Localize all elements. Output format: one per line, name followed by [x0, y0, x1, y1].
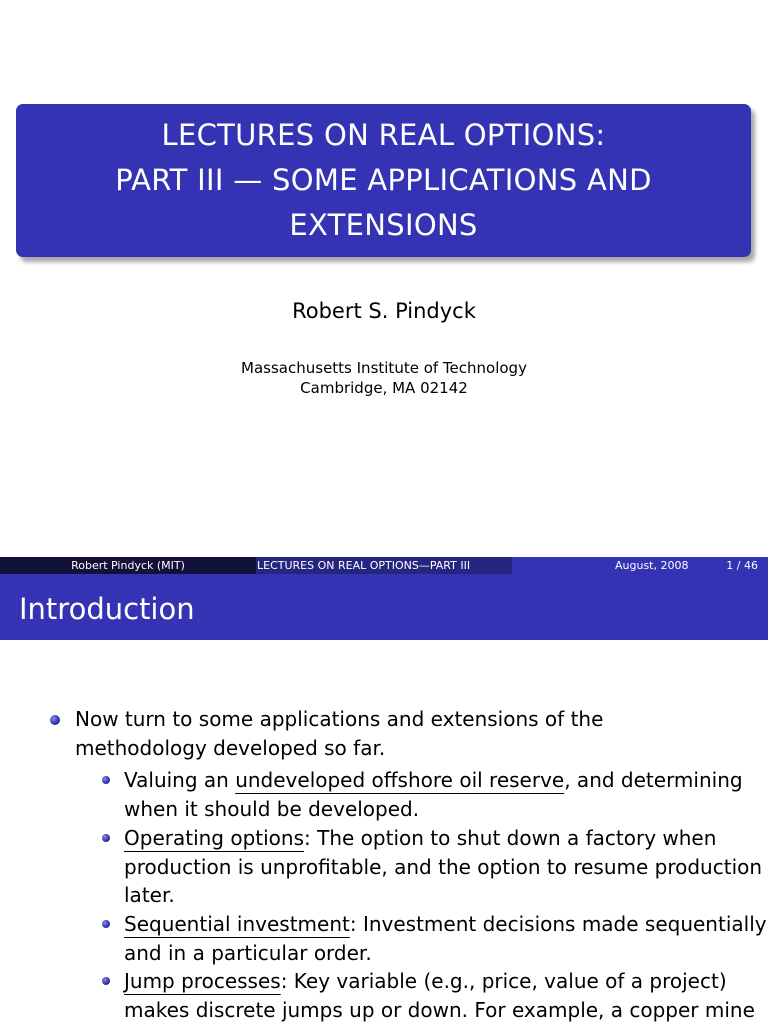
frame-title: Introduction: [19, 592, 195, 626]
list-item-line: Now turn to some applications and extensions of the: [75, 707, 604, 731]
footer-page-number: 1 / 46: [726, 559, 758, 572]
sub-bullet-icon: [102, 776, 110, 784]
sub-item-text: Valuing an: [124, 768, 236, 792]
sub-item-line: and in a particular order.: [124, 941, 372, 965]
sub-bullet-icon: [102, 834, 110, 842]
title-line-1: LECTURES ON REAL OPTIONS:: [161, 118, 606, 152]
title-line-3: EXTENSIONS: [289, 208, 478, 242]
affiliation-institution: Massachusetts Institute of Technology: [241, 359, 527, 377]
author-name: Robert S. Pindyck: [292, 299, 476, 323]
sub-item-text: , and determining: [564, 768, 743, 792]
sub-item-text: : Investment decisions made sequentially: [349, 912, 767, 936]
sub-bullet-icon: [102, 977, 110, 985]
content-slide: [0, 574, 768, 1024]
sub-bullet-icon: [102, 920, 110, 928]
footer-author: Robert Pindyck (MIT): [0, 557, 256, 574]
sub-item-line: production is unprofitable, and the option to resume production: [124, 855, 763, 879]
underlined-term: Jump processes: [124, 969, 281, 993]
sub-item-line: later.: [124, 883, 175, 907]
sub-item-text: : The option to shut down a factory when: [304, 826, 717, 850]
sub-item-line: [124, 910, 767, 939]
sub-item-line: when it should be developed.: [124, 797, 420, 821]
title-line-2: PART III — SOME APPLICATIONS AND: [115, 163, 652, 197]
footer-date: August, 2008: [615, 559, 689, 572]
footer-short-title: LECTURES ON REAL OPTIONS—PART III: [256, 557, 512, 574]
title-box: [16, 104, 751, 257]
bullet-icon: [50, 715, 60, 725]
sub-item-line: [124, 766, 743, 795]
underlined-term: undeveloped offshore oil reserve: [235, 768, 565, 792]
list-item-line: methodology developed so far.: [75, 736, 386, 760]
underlined-term: Operating options: [124, 826, 305, 850]
sub-item-line: [124, 967, 727, 996]
sub-item-line: [124, 824, 716, 853]
footer-right-section: [512, 557, 768, 574]
affiliation-address: Cambridge, MA 02142: [300, 379, 468, 397]
sub-item-line: makes discrete jumps up or down. For example, a copper mine: [124, 998, 755, 1022]
underlined-term: Sequential investment: [124, 912, 350, 936]
sub-item-text: : Key variable (e.g., price, value of a project): [280, 969, 727, 993]
slide-footer: [0, 557, 768, 574]
affiliation: [0, 358, 768, 398]
frame-title-bar: [0, 574, 768, 640]
